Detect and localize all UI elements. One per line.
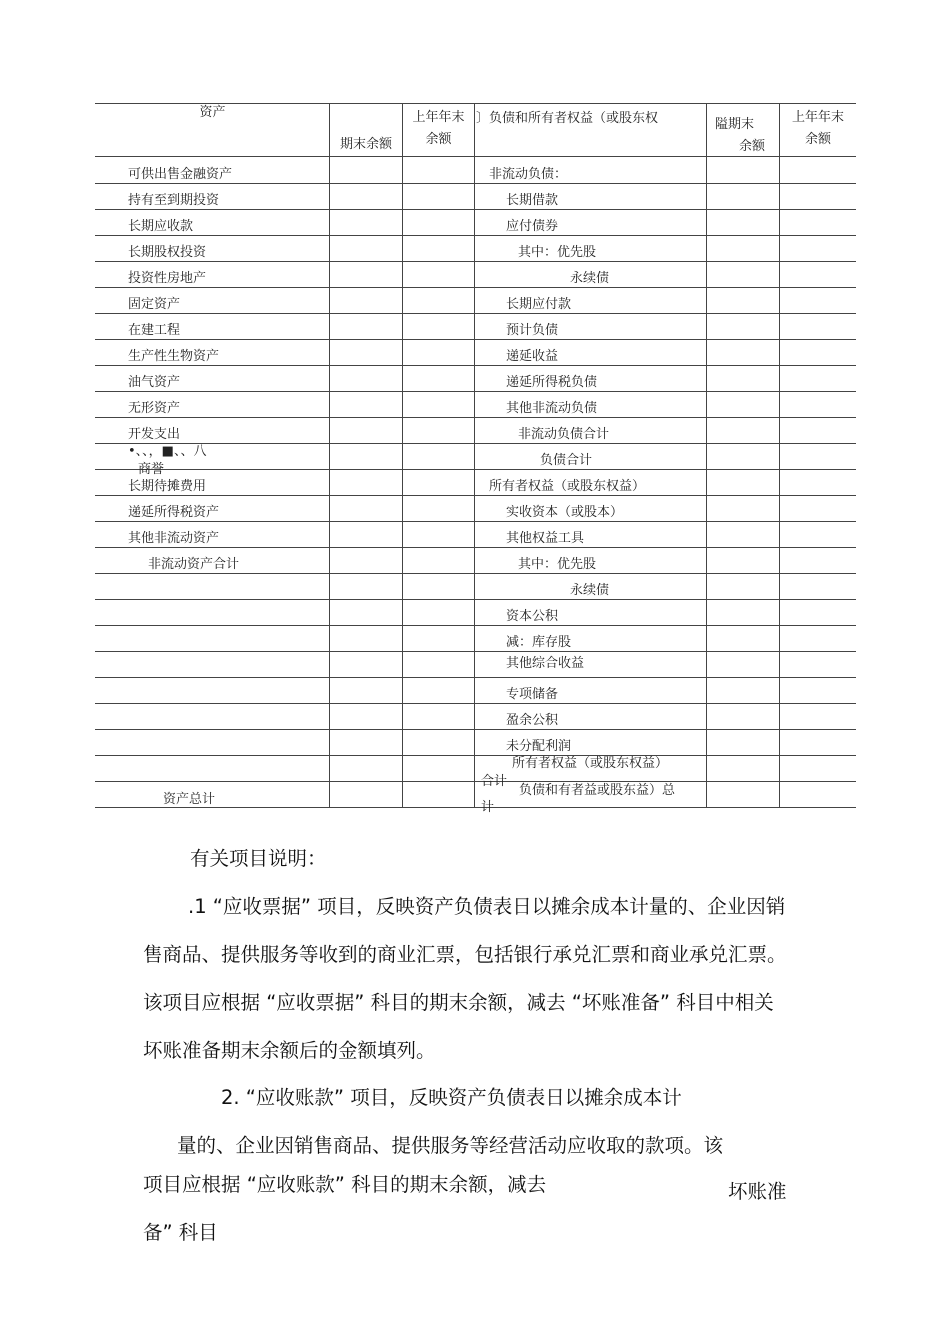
asset-row-label: 在建工程: [128, 323, 181, 338]
notes-paragraph-line: 备” 科目: [143, 1221, 218, 1244]
table-rule: [95, 781, 856, 782]
liability-row-label: 资本公积: [506, 609, 559, 624]
liability-row-label: 所有者权益（或股东权益）: [512, 756, 669, 771]
asset-row-label: 长期股权投资: [128, 245, 207, 260]
notes-paragraph-line: 量的、企业因销售商品、提供服务等经营活动应收取的款项。该: [177, 1134, 724, 1157]
liability-row-label: 应付债券: [506, 219, 559, 234]
header-end-balance-2-line1: 隘期末: [715, 117, 755, 132]
asset-total-label: 资产总计: [163, 792, 216, 807]
header-end-balance-2-line2: 余额: [738, 139, 765, 154]
asset-row-label: 投资性房地产: [128, 271, 207, 286]
liability-row-label: 永续债: [570, 271, 610, 286]
table-rule: [95, 651, 856, 652]
notes-fragment-clipped: [728, 1176, 787, 1203]
liability-row-label-clipped: [481, 774, 508, 789]
liability-row-label: 预计负债: [506, 323, 559, 338]
header-prev-year-line2: 余额: [425, 132, 452, 147]
table-rule: [95, 677, 856, 678]
asset-row-label: 可供出售金融资产: [128, 167, 233, 182]
table-rule: [95, 261, 856, 262]
liability-row-label: 所有者权益（或股东权益）: [489, 479, 646, 494]
header-prev-year-2: [780, 107, 856, 151]
notes-paragraph-line: 2. “应收账款” 项目，反映资产负债表日以摊余成本计: [221, 1086, 682, 1109]
header-asset: 资产: [199, 105, 226, 120]
table-rule: [402, 103, 403, 807]
asset-row-label: 油气资产: [128, 375, 181, 390]
table-rule: [95, 625, 856, 626]
liability-row-label: 其他非流动负债: [506, 401, 598, 416]
liability-row-label: 负债合计: [540, 453, 593, 468]
asset-row-label: 无形资产: [128, 401, 181, 416]
table-rule: [95, 469, 856, 470]
liability-row-label: 递延所得税负债: [506, 375, 598, 390]
notes-paragraph-line: 坏账准备期末余额后的金额填列。: [143, 1039, 436, 1062]
asset-row-label: 固定资产: [128, 297, 181, 312]
table-rule: [95, 521, 856, 522]
liability-row-label: 其他权益工具: [506, 531, 585, 546]
notes-paragraph-line: 项目应根据 “应收账款” 科目的期末余额，减去: [143, 1173, 547, 1196]
asset-row-label: 递延所得税资产: [128, 505, 220, 520]
header-liab-equity: 〕负债和所有者权益（或股东权: [476, 111, 659, 126]
liability-row-label: 负债和有者益或股东益）总: [519, 783, 676, 798]
table-rule: [95, 209, 856, 210]
table-rule: [706, 103, 707, 807]
table-rule: [779, 103, 780, 807]
asset-row-label: 非流动资产合计: [148, 557, 240, 572]
liability-row-label: 实收资本（或股本）: [506, 505, 624, 520]
header-prev-year-line1: 上年年末: [412, 110, 465, 125]
table-rule: [95, 287, 856, 288]
asset-row-label: 生产性生物资产: [128, 349, 220, 364]
table-rule: [95, 443, 856, 444]
liability-row-label: 非流动负债合计: [518, 427, 610, 442]
asset-row-label: 长期待摊费用: [128, 479, 207, 494]
table-rule: [95, 495, 856, 496]
table-rule: [95, 313, 856, 314]
table-rule: [95, 183, 856, 184]
liability-row-label: 专项储备: [506, 687, 559, 702]
notes-paragraph-line: 该项目应根据 “应收票据” 科目的期末余额，减去 “坏账准备” 科目中相关: [143, 991, 774, 1014]
table-rule: [95, 573, 856, 574]
table-rule: [95, 547, 856, 548]
table-rule: [329, 103, 330, 807]
liability-row-label-clipped: [481, 800, 495, 815]
table-rule: [95, 729, 856, 730]
table-rule: [474, 103, 475, 807]
notes-heading: 有关项目说明：: [190, 847, 327, 870]
liability-row-label: 减：库存股: [506, 635, 572, 650]
liability-row-label: 递延收益: [506, 349, 559, 364]
liability-row-label: 长期应付款: [506, 297, 572, 312]
liability-row-label: 其他综合收益: [506, 656, 585, 671]
liability-row-label: 长期借款: [506, 193, 559, 208]
asset-row-label-clipped: [138, 462, 165, 477]
table-rule: [95, 417, 856, 418]
asset-row-label: 商誉: [138, 462, 165, 477]
header-prev-year-2-line2: 余额: [804, 132, 831, 147]
table-rule: [95, 599, 856, 600]
liability-row-label: 合计: [481, 774, 508, 789]
liability-row-label: 其中：优先股: [518, 557, 597, 572]
table-rule: [95, 365, 856, 366]
table-rule: [95, 703, 856, 704]
liability-row-label: 未分配利润: [506, 739, 572, 754]
asset-row-label: 其他非流动资产: [128, 531, 220, 546]
asset-row-label: 持有至到期投资: [128, 193, 220, 208]
table-rule: [95, 235, 856, 236]
table-rule: [95, 391, 856, 392]
table-rule: [95, 339, 856, 340]
asset-row-label: 开发支出: [128, 427, 181, 442]
liability-row-label: 非流动负债：: [489, 167, 568, 182]
header-end-balance-2: [707, 114, 779, 158]
asset-row-label: 长期应收款: [128, 219, 194, 234]
notes-fragment: 坏账准: [728, 1180, 787, 1203]
header-prev-year: [403, 107, 474, 151]
liability-row-label: 盈余公积: [506, 713, 559, 728]
notes-paragraph-line: 售商品、提供服务等收到的商业汇票，包括银行承兑汇票和商业承兑汇票。: [143, 943, 787, 966]
liability-row-label: 永续债: [570, 583, 610, 598]
liability-row-label: 其中：优先股: [518, 245, 597, 260]
table-rule: [95, 755, 856, 756]
header-prev-year-2-line1: 上年年末: [791, 110, 844, 125]
liability-row-label-clipped: [506, 739, 571, 753]
header-end-balance: 期末余额: [339, 137, 392, 152]
liability-row-label: 计: [481, 800, 495, 815]
asset-row-label: •、、，■、、八: [128, 444, 207, 459]
notes-paragraph-line: .1 “应收票据” 项目，反映资产负债表日以摊余成本计量的、企业因销: [188, 895, 786, 918]
